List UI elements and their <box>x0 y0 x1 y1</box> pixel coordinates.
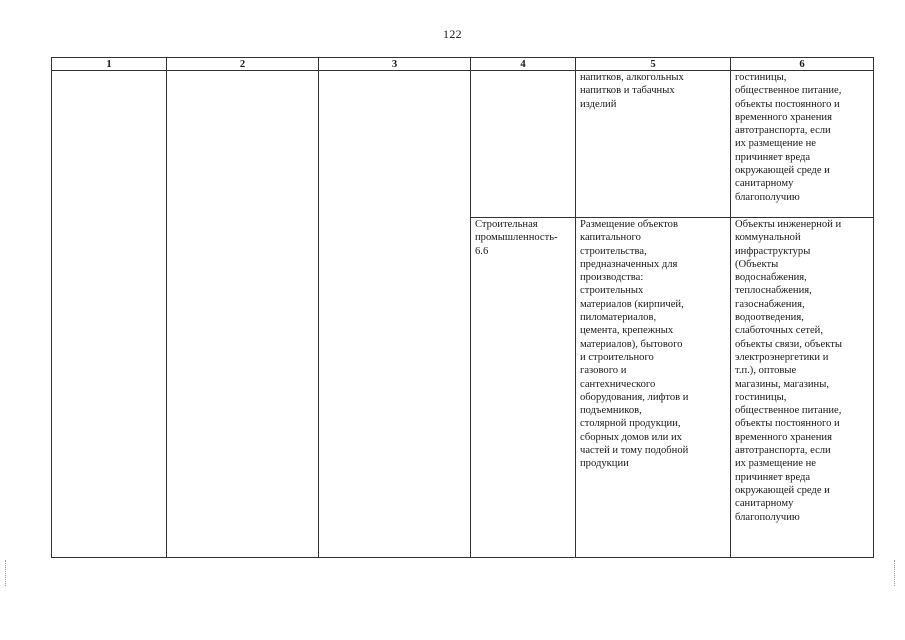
cell-text: Строительная промышленность- 6.6 <box>475 219 558 257</box>
scan-edge-mark <box>894 560 896 586</box>
table-cell-col2 <box>167 71 319 558</box>
column-header-1: 1 <box>52 58 167 71</box>
cell-text: Объекты инженерной и коммунальной инфраструктуры (Объекты водоснабжения, теплоснабжения, газоснабжения, водоотведения, слаботочных сетей, объекты связи, объекты электроэнергетики и т.п.), оптовые магазины, магазины, гостиницы, общественное питание, объекты постоянного и временного хранения автотранспорта, если их размещение не причиняет вреда окружающей среде и санитарному благополучию <box>735 219 842 523</box>
cell-text: напитков, алкогольных напитков и табачных изделий <box>580 72 684 110</box>
table-cell-col6 <box>731 218 874 558</box>
zoning-table <box>51 57 874 558</box>
header-row <box>52 58 874 71</box>
column-header-5: 5 <box>576 58 731 71</box>
cell-text: Размещение объектов капитального строительства, предназначенных для производства: строительных материалов (кирпичей, пиломатериалов, цемента, крепежных материалов), бытового и строительного газового и сантехнического оборудования, лифтов и подъемников, столярной продукции, сборных домов или их частей и тому подобной продукции <box>580 219 689 470</box>
table-cell-col5 <box>576 71 731 218</box>
page-number: 122 <box>443 27 462 41</box>
table-cell-col3 <box>319 71 471 558</box>
table-cell-col4 <box>471 71 576 218</box>
table-cell-col6 <box>731 71 874 218</box>
column-header-3: 3 <box>319 58 471 71</box>
scan-edge-mark <box>5 560 7 586</box>
table-row <box>52 71 874 218</box>
cell-text: гостиницы, общественное питание, объекты постоянного и временного хранения автотранспорта, если их размещение не причиняет вреда окружающей среде и санитарному благополучию <box>735 72 842 203</box>
column-header-6: 6 <box>731 58 874 71</box>
column-header-4: 4 <box>471 58 576 71</box>
table-cell-col1 <box>52 71 167 558</box>
column-header-2: 2 <box>167 58 319 71</box>
table-cell-col5 <box>576 218 731 558</box>
table-cell-col4 <box>471 218 576 558</box>
